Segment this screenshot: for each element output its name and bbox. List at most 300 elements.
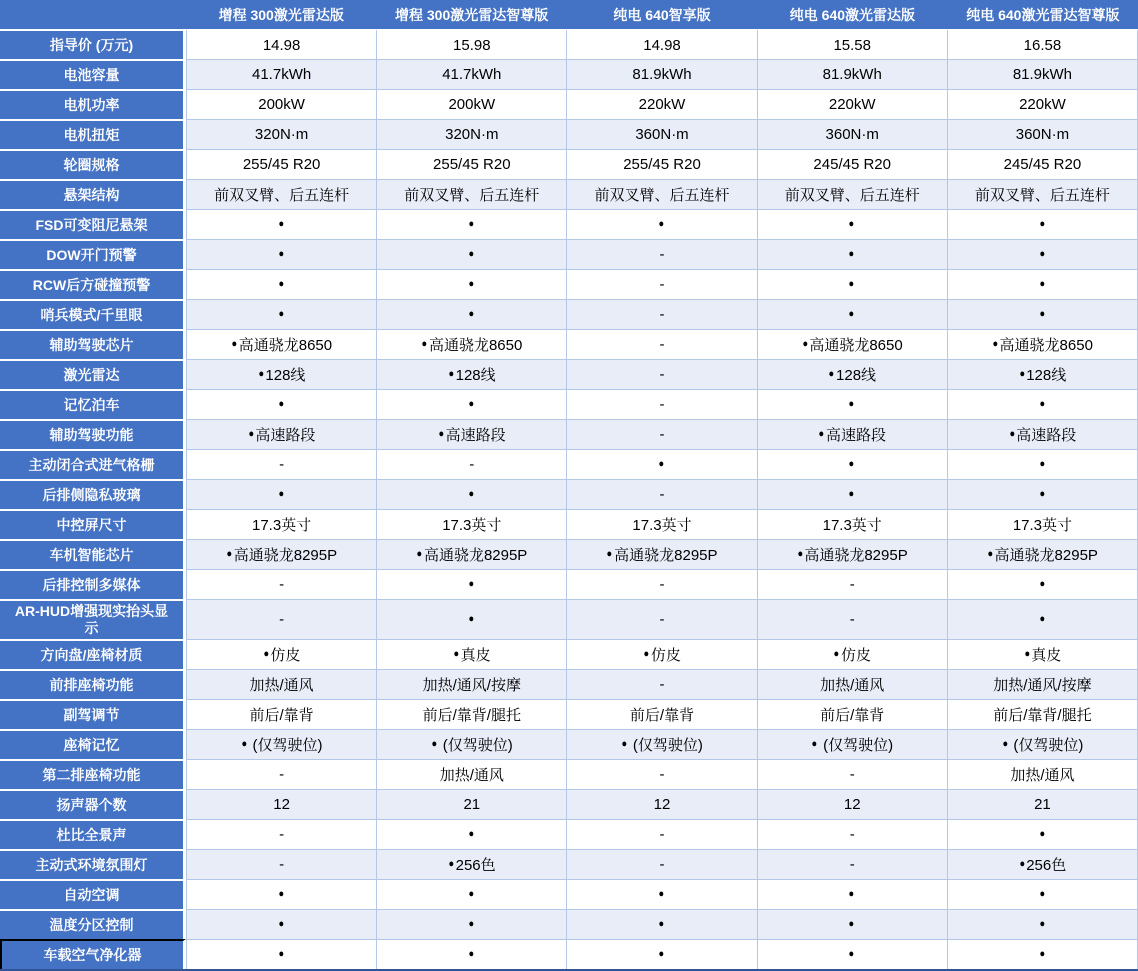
cell: ● 高速路段: [377, 419, 567, 449]
cell: 16.58: [948, 29, 1138, 59]
cell: [948, 209, 1138, 239]
cell: -: [567, 359, 757, 389]
cell: ● (仅驾驶位): [377, 729, 567, 759]
table-body: [0, 29, 1138, 969]
feature-dot-icon: ●: [848, 488, 855, 500]
cell: 200kW: [377, 89, 567, 119]
table-row: [0, 89, 1138, 119]
table-row: [0, 449, 1138, 479]
cell: ● 仿皮: [758, 639, 948, 669]
feature-dot-icon: ●: [1019, 858, 1025, 870]
cell: -: [186, 449, 377, 479]
cell: ● 真皮: [948, 639, 1138, 669]
table-row: [0, 329, 1138, 359]
feature-dot-icon: ●: [468, 248, 475, 260]
cell: -: [758, 819, 948, 849]
feature-dot-icon: ●: [263, 648, 269, 660]
feature-dot-icon: ●: [1039, 578, 1045, 590]
feature-dot-icon: ●: [468, 308, 475, 320]
feature-dot-icon: ●: [621, 738, 628, 750]
column-header: 纯电 640激光雷达版: [789, 6, 916, 23]
cell: -: [567, 419, 757, 449]
cell: -: [758, 759, 948, 789]
row-label: 轮圈规格: [0, 149, 186, 179]
feature-dot-icon: ●: [278, 248, 284, 260]
table-row: [0, 359, 1138, 389]
table-row: [0, 299, 1138, 329]
cell: 14.98: [567, 29, 757, 59]
feature-dot-icon: ●: [468, 918, 475, 930]
cell: 220kW: [758, 89, 948, 119]
cell: 17.3英寸: [948, 509, 1138, 539]
feature-dot-icon: ●: [468, 613, 475, 625]
table-row: [0, 939, 1138, 969]
feature-dot-icon: ●: [658, 458, 665, 470]
feature-dot-icon: ●: [278, 888, 284, 900]
cell: [377, 939, 567, 969]
row-label: 方向盘/座椅材质: [0, 639, 186, 669]
cell: [377, 879, 567, 909]
feature-dot-icon: ●: [833, 648, 840, 660]
cell: ● 128线: [377, 359, 567, 389]
table-row: [0, 269, 1138, 299]
feature-dot-icon: ●: [848, 888, 855, 900]
cell: -: [567, 819, 757, 849]
table-row: [0, 819, 1138, 849]
feature-dot-icon: ●: [448, 368, 455, 380]
column-header: 纯电 640智享版: [613, 6, 711, 23]
cell: [758, 939, 948, 969]
cell: [758, 449, 948, 479]
cell: [186, 299, 377, 329]
column-header: 增程 300激光雷达版: [218, 6, 344, 23]
table-row: [0, 879, 1138, 909]
cell: -: [567, 299, 757, 329]
table-row: [0, 119, 1138, 149]
feature-dot-icon: ●: [278, 488, 284, 500]
table-row: [0, 849, 1138, 879]
cell: ● 高通骁龙8650: [948, 329, 1138, 359]
feature-dot-icon: ●: [421, 338, 428, 350]
cell: 前后/靠背/腿托: [948, 699, 1138, 729]
feature-dot-icon: ●: [416, 548, 423, 560]
feature-dot-icon: ●: [828, 368, 835, 380]
cell: -: [567, 849, 757, 879]
cell: -: [758, 599, 948, 639]
feature-dot-icon: ●: [811, 738, 818, 750]
row-label: 车机智能芯片: [0, 539, 186, 569]
feature-dot-icon: ●: [278, 398, 284, 410]
cell: ● 高通骁龙8295P: [377, 539, 567, 569]
cell: ● 高速路段: [758, 419, 948, 449]
feature-dot-icon: ●: [802, 338, 808, 350]
feature-dot-icon: ●: [1039, 948, 1045, 960]
cell: 前后/靠背: [567, 699, 757, 729]
cell: -: [567, 389, 757, 419]
cell: [377, 299, 567, 329]
cell: [948, 299, 1138, 329]
cell: [758, 269, 948, 299]
cell: [948, 569, 1138, 599]
cell: -: [567, 569, 757, 599]
cell: 前双叉臂、后五连杆: [377, 179, 567, 209]
cell: 加热/通风/按摩: [377, 669, 567, 699]
feature-dot-icon: ●: [658, 948, 665, 960]
cell: 245/45 R20: [758, 149, 948, 179]
feature-dot-icon: ●: [848, 278, 855, 290]
row-label: 扬声器个数: [0, 789, 186, 819]
cell: [567, 939, 757, 969]
cell: ● (仅驾驶位): [948, 729, 1138, 759]
feature-dot-icon: ●: [1019, 368, 1025, 380]
feature-dot-icon: ●: [1039, 918, 1045, 930]
feature-dot-icon: ●: [226, 548, 233, 560]
row-label: 激光雷达: [0, 359, 186, 389]
feature-dot-icon: ●: [848, 218, 855, 230]
cell: [377, 209, 567, 239]
row-label: 电池容量: [0, 59, 186, 89]
cell: 12: [567, 789, 757, 819]
cell: [758, 299, 948, 329]
cell: 81.9kWh: [758, 59, 948, 89]
cell: 41.7kWh: [186, 59, 377, 89]
feature-dot-icon: ●: [448, 858, 455, 870]
cell: ● 高通骁龙8295P: [567, 539, 757, 569]
table-row: [0, 639, 1138, 669]
row-label: 哨兵模式/千里眼: [0, 299, 186, 329]
feature-dot-icon: ●: [658, 918, 665, 930]
cell: 245/45 R20: [948, 149, 1138, 179]
row-label: 悬架结构: [0, 179, 186, 209]
row-label: 车载空气净化器: [0, 939, 186, 969]
cell: 前双叉臂、后五连杆: [948, 179, 1138, 209]
table-row: [0, 759, 1138, 789]
feature-dot-icon: ●: [643, 648, 650, 660]
feature-dot-icon: ●: [468, 398, 475, 410]
cell: 加热/通风: [186, 669, 377, 699]
cell: ● 高通骁龙8295P: [948, 539, 1138, 569]
cell: 12: [758, 789, 948, 819]
feature-dot-icon: ●: [987, 548, 994, 560]
table-row: [0, 149, 1138, 179]
table-row: [0, 59, 1138, 89]
table-row: [0, 29, 1138, 59]
cell: -: [567, 239, 757, 269]
cell: 360N·m: [567, 119, 757, 149]
cell: -: [758, 569, 948, 599]
row-label: 后排控制多媒体: [0, 569, 186, 599]
cell: [186, 239, 377, 269]
feature-dot-icon: ●: [848, 458, 855, 470]
cell: [377, 269, 567, 299]
feature-dot-icon: ●: [1039, 278, 1045, 290]
cell: 17.3英寸: [758, 509, 948, 539]
feature-dot-icon: ●: [658, 888, 665, 900]
cell: 220kW: [948, 89, 1138, 119]
table-row: [0, 729, 1138, 759]
cell: [567, 909, 757, 939]
cell: 360N·m: [948, 119, 1138, 149]
feature-dot-icon: ●: [248, 428, 254, 440]
cell: 81.9kWh: [567, 59, 757, 89]
cell: ● 256色: [377, 849, 567, 879]
cell: ● 128线: [758, 359, 948, 389]
cell: ● (仅驾驶位): [186, 729, 377, 759]
cell: ● 高通骁龙8295P: [186, 539, 377, 569]
cell: 前双叉臂、后五连杆: [758, 179, 948, 209]
cell: [377, 569, 567, 599]
row-label: 后排侧隐私玻璃: [0, 479, 186, 509]
cell: 前后/靠背/腿托: [377, 699, 567, 729]
row-label: 记忆泊车: [0, 389, 186, 419]
cell: 12: [186, 789, 377, 819]
cell: 15.98: [377, 29, 567, 59]
table-row: [0, 239, 1138, 269]
cell: ● (仅驾驶位): [758, 729, 948, 759]
cell: 17.3英寸: [186, 509, 377, 539]
corner-cell: [0, 0, 186, 29]
cell: [567, 449, 757, 479]
cell: -: [567, 329, 757, 359]
feature-dot-icon: ●: [1039, 398, 1045, 410]
table-row: [0, 539, 1138, 569]
feature-dot-icon: ●: [1039, 248, 1045, 260]
table-row: [0, 419, 1138, 449]
feature-dot-icon: ●: [1039, 488, 1045, 500]
feature-dot-icon: ●: [1039, 218, 1045, 230]
row-label: 辅助驾驶芯片: [0, 329, 186, 359]
cell: -: [567, 479, 757, 509]
cell: 加热/通风/按摩: [948, 669, 1138, 699]
table-row: [0, 669, 1138, 699]
cell: -: [567, 669, 757, 699]
feature-dot-icon: ●: [1039, 458, 1045, 470]
cell: -: [567, 599, 757, 639]
feature-dot-icon: ●: [468, 218, 475, 230]
cell: ● 真皮: [377, 639, 567, 669]
cell: [186, 389, 377, 419]
cell: 加热/通风: [948, 759, 1138, 789]
row-label: 电机扭矩: [0, 119, 186, 149]
feature-dot-icon: ●: [848, 308, 855, 320]
cell: [186, 479, 377, 509]
cell: 21: [377, 789, 567, 819]
cell: 前后/靠背: [758, 699, 948, 729]
cell: ● 高通骁龙8650: [377, 329, 567, 359]
cell: [186, 879, 377, 909]
feature-dot-icon: ●: [278, 278, 284, 290]
feature-dot-icon: ●: [992, 338, 999, 350]
row-label: 自动空调: [0, 879, 186, 909]
row-label: 座椅记忆: [0, 729, 186, 759]
feature-dot-icon: ●: [1039, 308, 1045, 320]
cell: 255/45 R20: [186, 149, 377, 179]
cell: [186, 209, 377, 239]
cell: ● 高通骁龙8650: [758, 329, 948, 359]
feature-dot-icon: ●: [1009, 428, 1015, 440]
cell: -: [377, 449, 567, 479]
cell: [758, 209, 948, 239]
feature-dot-icon: ●: [1039, 888, 1045, 900]
row-label: 第二排座椅功能: [0, 759, 186, 789]
feature-dot-icon: ●: [468, 888, 475, 900]
table-row: [0, 789, 1138, 819]
cell: -: [186, 599, 377, 639]
cell: 320N·m: [377, 119, 567, 149]
table-row: [0, 389, 1138, 419]
cell: [186, 939, 377, 969]
feature-dot-icon: ●: [431, 738, 438, 750]
column-header: 增程 300激光雷达智尊版: [394, 6, 549, 23]
feature-dot-icon: ●: [278, 948, 284, 960]
feature-dot-icon: ●: [468, 828, 475, 840]
cell: 41.7kWh: [377, 59, 567, 89]
feature-dot-icon: ●: [278, 308, 284, 320]
cell: [948, 449, 1138, 479]
cell: [948, 879, 1138, 909]
feature-dot-icon: ●: [438, 428, 445, 440]
cell: 17.3英寸: [377, 509, 567, 539]
cell: [948, 389, 1138, 419]
cell: ● 高通骁龙8650: [186, 329, 377, 359]
feature-dot-icon: ●: [468, 488, 475, 500]
cell: ● 128线: [186, 359, 377, 389]
cell: -: [186, 569, 377, 599]
cell: ● 仿皮: [186, 639, 377, 669]
cell: -: [567, 759, 757, 789]
cell: 255/45 R20: [377, 149, 567, 179]
feature-dot-icon: ●: [658, 218, 665, 230]
cell: ● (仅驾驶位): [567, 729, 757, 759]
cell: 17.3英寸: [567, 509, 757, 539]
cell: 21: [948, 789, 1138, 819]
table-row: [0, 509, 1138, 539]
column-header: 纯电 640激光雷达智尊版: [966, 6, 1120, 23]
cell: [758, 389, 948, 419]
table-row: [0, 569, 1138, 599]
row-label: 主动式环境氛围灯: [0, 849, 186, 879]
table-row: [0, 599, 1138, 639]
cell: 15.58: [758, 29, 948, 59]
row-label: 前排座椅功能: [0, 669, 186, 699]
row-label: 温度分区控制: [0, 909, 186, 939]
cell: [377, 819, 567, 849]
feature-dot-icon: ●: [278, 918, 284, 930]
feature-dot-icon: ●: [848, 398, 855, 410]
cell: [377, 599, 567, 639]
cell: [377, 909, 567, 939]
row-label: 副驾调节: [0, 699, 186, 729]
feature-dot-icon: ●: [848, 918, 855, 930]
cell: 360N·m: [758, 119, 948, 149]
cell: 加热/通风: [758, 669, 948, 699]
feature-dot-icon: ●: [258, 368, 264, 380]
row-label: 电机功率: [0, 89, 186, 119]
feature-dot-icon: ●: [797, 548, 803, 560]
feature-dot-icon: ●: [606, 548, 613, 560]
feature-dot-icon: ●: [468, 948, 475, 960]
table-row: [0, 699, 1138, 729]
table-row: [0, 179, 1138, 209]
cell: [377, 239, 567, 269]
cell: [948, 479, 1138, 509]
cell: 320N·m: [186, 119, 377, 149]
cell: [758, 479, 948, 509]
feature-dot-icon: ●: [818, 428, 825, 440]
row-label: 中控屏尺寸: [0, 509, 186, 539]
cell: [186, 269, 377, 299]
cell: [377, 389, 567, 419]
cell: [948, 909, 1138, 939]
feature-dot-icon: ●: [1024, 648, 1030, 660]
cell: [948, 939, 1138, 969]
row-label: AR-HUD增强现实抬头显示: [0, 599, 186, 639]
cell: [758, 909, 948, 939]
row-label: 杜比全景声: [0, 819, 186, 849]
cell: [567, 209, 757, 239]
header-row: [0, 0, 1138, 29]
cell: 加热/通风: [377, 759, 567, 789]
cell: 220kW: [567, 89, 757, 119]
cell: [567, 879, 757, 909]
cell: 255/45 R20: [567, 149, 757, 179]
row-label: DOW开门预警: [0, 239, 186, 269]
feature-dot-icon: ●: [848, 248, 855, 260]
cell: [186, 909, 377, 939]
cell: 前双叉臂、后五连杆: [567, 179, 757, 209]
cell: [948, 239, 1138, 269]
cell: -: [186, 819, 377, 849]
feature-dot-icon: ●: [1039, 828, 1045, 840]
cell: ● 仿皮: [567, 639, 757, 669]
cell: 81.9kWh: [948, 59, 1138, 89]
row-label: 主动闭合式进气格栅: [0, 449, 186, 479]
cell: 前后/靠背: [186, 699, 377, 729]
cell: ● 256色: [948, 849, 1138, 879]
feature-dot-icon: ●: [278, 218, 284, 230]
table-row: [0, 909, 1138, 939]
cell: [758, 239, 948, 269]
cell: 200kW: [186, 89, 377, 119]
row-label: RCW后方碰撞预警: [0, 269, 186, 299]
cell: -: [186, 759, 377, 789]
feature-dot-icon: ●: [1039, 613, 1045, 625]
cell: 14.98: [186, 29, 377, 59]
feature-dot-icon: ●: [241, 738, 247, 750]
feature-dot-icon: ●: [468, 278, 475, 290]
cell: -: [186, 849, 377, 879]
cell: [948, 269, 1138, 299]
feature-dot-icon: ●: [231, 338, 238, 350]
feature-dot-icon: ●: [468, 578, 475, 590]
feature-dot-icon: ●: [453, 648, 460, 660]
row-label: FSD可变阻尼悬架: [0, 209, 186, 239]
cell: [758, 879, 948, 909]
cell: [377, 479, 567, 509]
cell: -: [567, 269, 757, 299]
feature-dot-icon: ●: [1001, 738, 1008, 750]
table-row: [0, 209, 1138, 239]
row-label: 辅助驾驶功能: [0, 419, 186, 449]
cell: ● 高速路段: [948, 419, 1138, 449]
cell: ● 128线: [948, 359, 1138, 389]
feature-dot-icon: ●: [848, 948, 855, 960]
cell: ● 高速路段: [186, 419, 377, 449]
cell: [948, 819, 1138, 849]
cell: [948, 599, 1138, 639]
cell: ● 高通骁龙8295P: [758, 539, 948, 569]
cell: 前双叉臂、后五连杆: [186, 179, 377, 209]
